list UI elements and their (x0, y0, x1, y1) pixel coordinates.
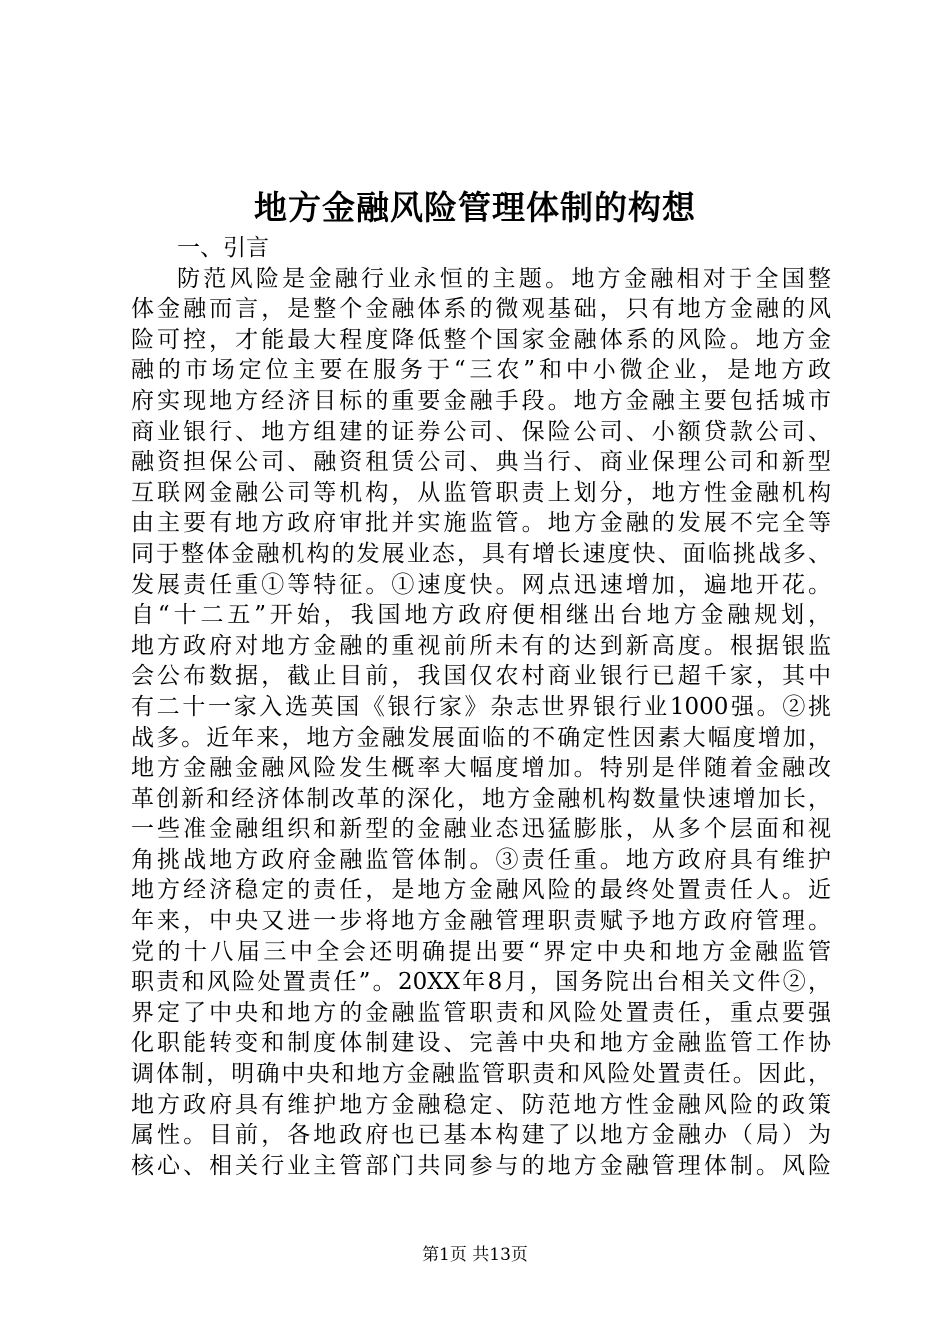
paragraph-line: 地方政府具有维护地方金融稳定、防范地方性金融风险的政策 (131, 1091, 831, 1118)
section-heading: 一、引言 (177, 235, 269, 261)
paragraph-line: 有二十一家入选英国《银行家》杂志世界银行业1000强。②挑 (131, 693, 831, 720)
paragraph-line: 体金融而言，是整个金融体系的微观基础，只有地方金融的风 (131, 296, 831, 323)
paragraph-line: 界定了中央和地方的金融监管职责和风险处置责任，重点要强 (131, 999, 831, 1026)
paragraph-line: 自“十二五”开始，我国地方政府便相继出台地方金融规划， (131, 602, 831, 629)
paragraph-line: 互联网金融公司等机构，从监管职责上划分，地方性金融机构 (131, 479, 831, 506)
paragraph-line: 战多。近年来，地方金融发展面临的不确定性因素大幅度增加， (131, 724, 831, 751)
paragraph-line: 会公布数据，截止目前，我国仅农村商业银行已超千家，其中 (131, 663, 831, 690)
paragraph-line: 融的市场定位主要在服务于“三农”和中小微企业，是地方政 (131, 357, 831, 384)
paragraph-line: 地方金融金融风险发生概率大幅度增加。特别是伴随着金融改 (131, 755, 831, 782)
paragraph-line: 党的十八届三中全会还明确提出要“界定中央和地方金融监管 (131, 938, 831, 965)
page-footer: 第1页 共13页 (422, 1245, 528, 1265)
paragraph-line: 年来，中央又进一步将地方金融管理职责赋予地方政府管理。 (131, 908, 831, 935)
paragraph-line: 革创新和经济体制改革的深化，地方金融机构数量快速增加长， (131, 785, 831, 812)
paragraph (131, 264, 831, 1182)
paragraph-line: 地方政府对地方金融的重视前所未有的达到新高度。根据银监 (131, 632, 831, 659)
paragraph-line: 发展责任重①等特征。①速度快。网点迅速增加，遍地开花。 (131, 571, 831, 598)
paragraph-line: 角挑战地方政府金融监管体制。③责任重。地方政府具有维护 (131, 846, 831, 873)
document-title: 地方金融风险管理体制的构想 (254, 188, 696, 227)
document-body (131, 233, 831, 1181)
paragraph-line: 险可控，才能最大程度降低整个国家金融体系的风险。地方金 (131, 326, 831, 353)
paragraph-line: 调体制，明确中央和地方金融监管职责和风险处置责任。因此， (131, 1061, 831, 1088)
paragraph-line: 一些准金融组织和新型的金融业态迅猛膨胀，从多个层面和视 (131, 816, 831, 843)
paragraph-line: 商业银行、地方组建的证券公司、保险公司、小额贷款公司、 (131, 418, 831, 445)
paragraph-line: 核心、相关行业主管部门共同参与的地方金融管理体制。风险 (131, 1152, 831, 1179)
paragraph-line: 府实现地方经济目标的重要金融手段。地方金融主要包括城市 (131, 387, 831, 414)
paragraph-line: 融资担保公司、融资租赁公司、典当行、商业保理公司和新型 (131, 449, 831, 476)
paragraph-line: 属性。目前，各地政府也已基本构建了以地方金融办（局）为 (131, 1122, 831, 1149)
paragraph-line: 防范风险是金融行业永恒的主题。地方金融相对于全国整 (177, 265, 831, 292)
paragraph-line: 同于整体金融机构的发展业态，具有增长速度快、面临挑战多、 (131, 540, 831, 567)
paragraph-line: 职责和风险处置责任”。20XX年8月，国务院出台相关文件②， (131, 969, 831, 996)
paragraph-line: 由主要有地方政府审批并实施监管。地方金融的发展不完全等 (131, 510, 831, 537)
paragraph-line: 地方经济稳定的责任，是地方金融风险的最终处置责任人。近 (131, 877, 831, 904)
paragraph-line: 化职能转变和制度体制建设、完善中央和地方金融监管工作协 (131, 1030, 831, 1057)
